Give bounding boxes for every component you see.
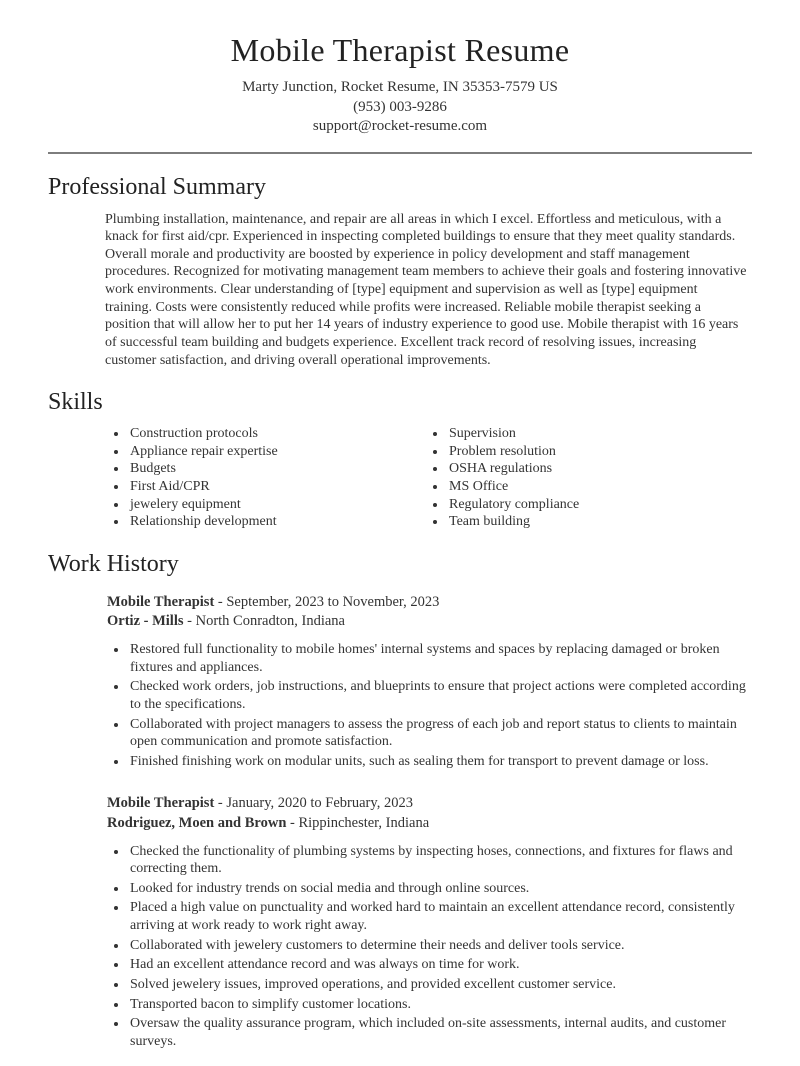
bullet-item: • Restored full functionality to mobile homes' internal systems and spaces by replacing damaged or broken fixtures and appliances. (128, 641, 752, 676)
skill-item: • OSHA regulations (447, 460, 752, 478)
job-entry (48, 794, 752, 1050)
skill-item: • Budgets (128, 460, 400, 478)
skills-list-left (48, 425, 400, 531)
contact-email: support@rocket-resume.com (312, 118, 488, 134)
job-bullets (48, 843, 752, 1051)
header-divider (48, 152, 752, 154)
job-location: - Rippinchester, Indiana (290, 814, 430, 831)
bullet-item: • Placed a high value on punctuality and worked hard to maintain an excellent attendance record, consistently arriving at work ready to work right away. (128, 899, 752, 934)
bullet-item: • Solved jewelery issues, improved operations, and provided excellent customer service. (128, 976, 752, 994)
skill-item: • Problem resolution (447, 443, 752, 461)
job-dates: - January, 2020 to February, 2023 (217, 795, 413, 812)
job-header (107, 794, 752, 833)
skill-item: • jewelery equipment (128, 496, 400, 514)
job-bullets (48, 641, 752, 770)
contact-address: Marty Junction, Rocket Resume, IN 35353-7579 US (242, 79, 558, 95)
skills-heading: Skills (48, 389, 103, 416)
section-skills (48, 389, 752, 531)
job-dates: - September, 2023 to November, 2023 (217, 593, 440, 610)
job-title: Mobile Therapist (107, 795, 215, 812)
work-history-heading: Work History (48, 550, 179, 577)
job-location: - North Conradton, Indiana (187, 613, 345, 630)
skill-item: • Supervision (447, 425, 752, 443)
bullet-item: • Oversaw the quality assurance program, which included on-site assessments, internal audits, and customer surveys. (128, 1015, 752, 1050)
bullet-item: • Looked for industry trends on social media and through online sources. (128, 880, 752, 898)
job-company-line (107, 612, 752, 632)
skills-columns (48, 425, 752, 531)
contact-info (48, 78, 752, 137)
job-title-line (107, 593, 752, 613)
bullet-item: • Collaborated with jewelery customers to determine their needs and deliver tools service. (128, 937, 752, 955)
bullet-item: • Transported bacon to simplify customer locations. (128, 996, 752, 1014)
contact-phone: (953) 003-9286 (353, 98, 447, 115)
skill-item: • Regulatory compliance (447, 496, 752, 514)
skill-item: • MS Office (447, 478, 752, 496)
job-title: Mobile Therapist (107, 593, 215, 610)
job-company: Ortiz - Mills (107, 613, 184, 630)
job-company-line (107, 814, 752, 834)
section-professional-summary (48, 174, 752, 370)
skill-item: • Relationship development (128, 513, 400, 531)
professional-summary-text: Plumbing installation, maintenance, and repair are all areas in which I excel. Effortless and meticulous, with a knack for first aid/cpr. Experienced in inspecting completed buildings to ensure that they meet quality standards. Overall morale and productivity are boosted by experience in policy development and staff management procedures. Recognized for motivating management team members to achieve their goals and fostering innovative work environments. Clear understanding of [type] equipment and supervision as well as [type] equipment training. Costs were consistently reduced while profits were increased. Reliable mobile therapist seeking a position that will allow her to put her 14 years of industry experience to good use. Mobile therapist with 16 years of successful team building and budgets experience. Excellent track record of resolving issues, increasing customer satisfaction, and driving overall operational improvements. (105, 211, 747, 368)
job-entry (48, 593, 752, 771)
job-header (107, 593, 752, 632)
section-work-history (48, 551, 752, 1051)
skills-list-right (400, 425, 752, 531)
job-company: Rodriguez, Moen and Brown (107, 814, 287, 831)
resume-title: Mobile Therapist Resume (230, 32, 570, 68)
skill-item: • First Aid/CPR (128, 478, 400, 496)
professional-summary-heading: Professional Summary (48, 173, 266, 200)
job-title-line (107, 794, 752, 814)
skill-item: • Team building (447, 513, 752, 531)
bullet-item: • Had an excellent attendance record and was always on time for work. (128, 956, 752, 974)
bullet-item: • Checked work orders, job instructions, and blueprints to ensure that project actions were completed according to the specifications. (128, 678, 752, 713)
skill-item: • Appliance repair expertise (128, 443, 400, 461)
bullet-item: • Collaborated with project managers to assess the progress of each job and report status to clients to maintain open communication and promote satisfaction. (128, 716, 752, 751)
bullet-item: • Finished finishing work on modular units, such as sealing them for transport to prevent damage or loss. (128, 753, 752, 771)
bullet-item: • Checked the functionality of plumbing systems by inspecting hoses, connections, and fixtures for flaws and correcting them. (128, 843, 752, 878)
skill-item: • Construction protocols (128, 425, 400, 443)
